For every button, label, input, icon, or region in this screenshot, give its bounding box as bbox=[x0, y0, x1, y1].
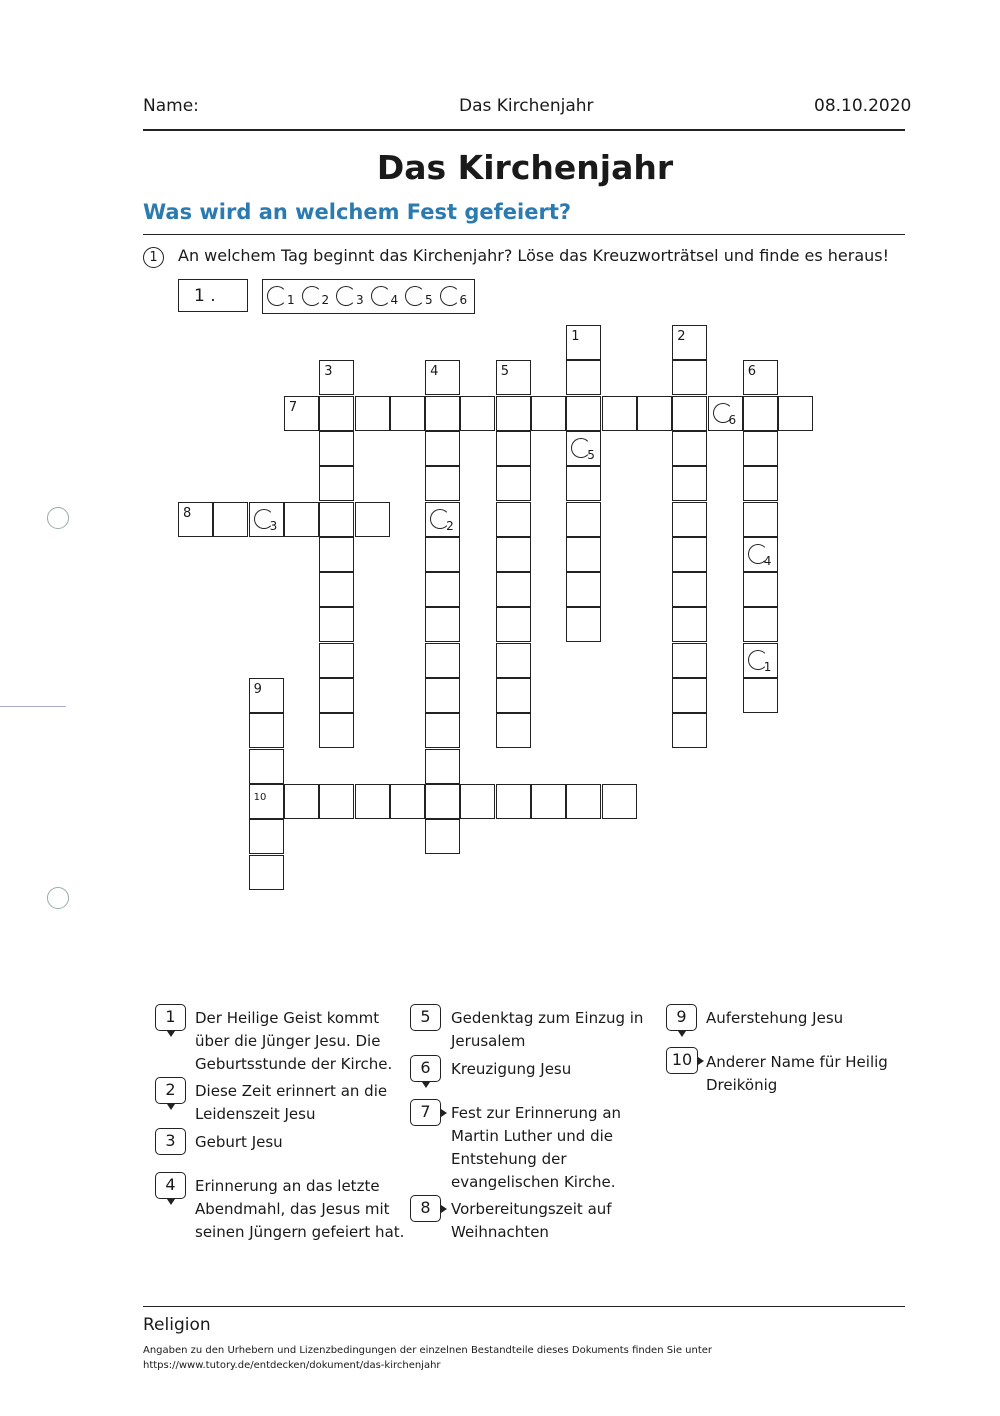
solution-slot-index: 5 bbox=[425, 293, 433, 307]
crossword-cell[interactable] bbox=[425, 713, 460, 748]
clue-number-6: 6 bbox=[747, 364, 757, 380]
solution-mark-index: 4 bbox=[763, 553, 772, 568]
crossword-cell[interactable] bbox=[425, 819, 460, 854]
task-text: An welchem Tag beginnt das Kirchenjahr? Löse das Kreuzworträtsel und finde es heraus! bbox=[178, 246, 890, 265]
solution-slot-index: 4 bbox=[390, 293, 399, 307]
solution-slot-circle bbox=[440, 286, 460, 306]
crossword-cell[interactable] bbox=[672, 360, 707, 395]
crossword-cell[interactable] bbox=[249, 678, 284, 713]
crossword-cell[interactable] bbox=[743, 607, 778, 642]
crossword-cell[interactable] bbox=[743, 537, 778, 572]
crossword-cell[interactable] bbox=[708, 396, 743, 431]
solution-slot-index: 3 bbox=[356, 293, 364, 307]
clue-text-10: Anderer Name für Heilig Dreikönig bbox=[706, 1053, 888, 1094]
solution-mark-index: 3 bbox=[269, 518, 278, 533]
crossword-cell[interactable] bbox=[743, 572, 778, 607]
crossword-cell[interactable] bbox=[743, 360, 778, 395]
crossword-cell[interactable] bbox=[566, 607, 601, 642]
clue-badge-9: 9 bbox=[666, 1004, 697, 1031]
crossword-cell[interactable] bbox=[319, 572, 354, 607]
solution-slot-circle bbox=[336, 286, 356, 306]
solution-mark-index: 2 bbox=[446, 518, 454, 533]
clue-number-8: 8 bbox=[183, 505, 192, 521]
section-subtitle: Was wird an welchem Fest gefeiert? bbox=[143, 200, 572, 224]
crossword-cell[interactable] bbox=[355, 502, 390, 537]
footer-link[interactable]: https://www.tutory.de/entdecken/dokument/das-kirchenjahr bbox=[143, 1360, 441, 1371]
clue-badge-3: 3 bbox=[155, 1128, 186, 1155]
crossword-cell[interactable] bbox=[319, 431, 354, 466]
crossword-cell[interactable] bbox=[496, 537, 531, 572]
punch-hole-top bbox=[47, 507, 69, 529]
crossword-cell[interactable] bbox=[566, 396, 601, 431]
clue-text-1: Der Heilige Geist kommt über die Jünger Jesu. Die Geburtsstunde der Kirche. bbox=[195, 1009, 393, 1073]
task-number: 1 bbox=[143, 247, 164, 268]
solution-word-box[interactable] bbox=[262, 279, 475, 314]
crossword-cell[interactable] bbox=[566, 784, 601, 819]
crossword-cell[interactable] bbox=[496, 607, 531, 642]
solution-slot-index: 1 bbox=[287, 293, 295, 307]
crossword-cell[interactable] bbox=[319, 713, 354, 748]
crossword-cell[interactable] bbox=[249, 502, 284, 537]
crossword-cell[interactable] bbox=[178, 502, 213, 537]
crossword-cell[interactable] bbox=[496, 431, 531, 466]
crossword-cell[interactable] bbox=[496, 713, 531, 748]
crossword-cell[interactable] bbox=[425, 466, 460, 501]
crossword-cell[interactable] bbox=[319, 678, 354, 713]
crossword-cell[interactable] bbox=[496, 643, 531, 678]
crossword-cell[interactable] bbox=[566, 502, 601, 537]
footer-subject: Religion bbox=[143, 1315, 211, 1335]
crossword-cell[interactable] bbox=[743, 643, 778, 678]
crossword-cell[interactable] bbox=[743, 396, 778, 431]
crossword-cell[interactable] bbox=[496, 678, 531, 713]
header-title: Das Kirchenjahr bbox=[459, 96, 594, 116]
crossword-cell[interactable] bbox=[319, 643, 354, 678]
crossword-cell[interactable] bbox=[531, 396, 566, 431]
crossword-cell[interactable] bbox=[425, 749, 460, 784]
crossword-cell[interactable] bbox=[496, 572, 531, 607]
crossword-cell[interactable] bbox=[319, 537, 354, 572]
clue-text-4: Erinnerung an das letzte Abendmahl, das Jesus mit seinen Jüngern gefeiert hat. bbox=[195, 1177, 405, 1241]
crossword-cell[interactable] bbox=[743, 466, 778, 501]
crossword-cell[interactable] bbox=[390, 396, 425, 431]
crossword-cell[interactable] bbox=[284, 784, 319, 819]
solution-slot-index: 6 bbox=[459, 293, 468, 307]
crossword-cell[interactable] bbox=[672, 537, 707, 572]
crossword-cell[interactable] bbox=[672, 678, 707, 713]
crossword-cell[interactable] bbox=[425, 678, 460, 713]
solution-mark-index: 1 bbox=[763, 659, 772, 674]
crossword-cell[interactable] bbox=[319, 502, 354, 537]
header-date: 08.10.2020 bbox=[814, 96, 912, 116]
answer-prefix: 1 . bbox=[194, 286, 216, 306]
footer-note: Angaben zu den Urhebern und Lizenzbedingungen der einzelnen Bestandteile dieses Dokuments finden Sie unter bbox=[143, 1345, 713, 1356]
solution-slot-index: 2 bbox=[321, 293, 330, 307]
crossword-cell[interactable] bbox=[319, 360, 354, 395]
clue-badge-7: 7 bbox=[410, 1099, 441, 1126]
crossword-cell[interactable] bbox=[672, 502, 707, 537]
crossword-cell[interactable] bbox=[213, 502, 248, 537]
crossword-cell[interactable] bbox=[425, 502, 460, 537]
crossword-cell[interactable] bbox=[425, 360, 460, 395]
clue-number-7: 7 bbox=[288, 399, 298, 415]
solution-mark-index: 5 bbox=[587, 447, 595, 462]
crossword-cell[interactable] bbox=[284, 396, 319, 431]
subtitle-rule bbox=[143, 234, 905, 235]
crossword-cell[interactable] bbox=[672, 431, 707, 466]
page-title: Das Kirchenjahr bbox=[376, 148, 674, 187]
crossword-cell[interactable] bbox=[566, 537, 601, 572]
crossword-cell[interactable] bbox=[460, 396, 495, 431]
crossword-cell[interactable] bbox=[496, 784, 531, 819]
clue-badge-1: 1 bbox=[155, 1004, 186, 1031]
crossword-cell[interactable] bbox=[284, 502, 319, 537]
footer-rule bbox=[143, 1306, 905, 1307]
clue-number-2: 2 bbox=[677, 329, 686, 344]
header-rule bbox=[143, 129, 905, 131]
crossword-cell[interactable] bbox=[249, 855, 284, 890]
solution-slot-circle bbox=[302, 286, 322, 306]
clue-badge-5: 5 bbox=[410, 1004, 441, 1031]
clue-text-3: Geburt Jesu bbox=[195, 1133, 283, 1151]
crossword-cell[interactable] bbox=[672, 396, 707, 431]
clue-badge-8: 8 bbox=[410, 1195, 441, 1222]
crossword-cell[interactable] bbox=[566, 360, 601, 395]
crossword-cell[interactable] bbox=[637, 396, 672, 431]
crossword-cell[interactable] bbox=[496, 502, 531, 537]
answer-date-box[interactable] bbox=[178, 279, 248, 312]
fold-mark bbox=[0, 706, 66, 707]
clue-number-1: 1 bbox=[571, 329, 580, 344]
crossword-cell[interactable] bbox=[743, 431, 778, 466]
crossword-cell[interactable] bbox=[531, 784, 566, 819]
clue-text-8: Vorbereitungszeit auf Weihnachten bbox=[451, 1200, 612, 1241]
crossword-cell[interactable] bbox=[425, 643, 460, 678]
crossword-cell[interactable] bbox=[319, 396, 354, 431]
crossword-cell[interactable] bbox=[672, 643, 707, 678]
crossword-cell[interactable] bbox=[566, 431, 601, 466]
crossword-cell[interactable] bbox=[566, 325, 601, 360]
clue-text-6: Kreuzigung Jesu bbox=[451, 1060, 572, 1078]
crossword-cell[interactable] bbox=[672, 572, 707, 607]
clue-text-5: Gedenktag zum Einzug in Jerusalem bbox=[451, 1009, 644, 1050]
crossword-cell[interactable] bbox=[743, 678, 778, 713]
crossword-cell[interactable] bbox=[355, 784, 390, 819]
crossword-cell[interactable] bbox=[778, 396, 813, 431]
crossword-cell[interactable] bbox=[672, 607, 707, 642]
crossword-cell[interactable] bbox=[743, 502, 778, 537]
clue-text-7: Fest zur Erinnerung an Martin Luther und die Entstehung der evangelischen Kirche. bbox=[451, 1104, 622, 1191]
crossword-cell[interactable] bbox=[566, 572, 601, 607]
clue-badge-6: 6 bbox=[410, 1055, 441, 1082]
clue-number-4: 4 bbox=[430, 364, 439, 380]
crossword-cell[interactable] bbox=[602, 784, 637, 819]
crossword-cell[interactable] bbox=[672, 325, 707, 360]
crossword-cell[interactable] bbox=[496, 466, 531, 501]
crossword-cell[interactable] bbox=[319, 784, 354, 819]
crossword-cell[interactable] bbox=[249, 749, 284, 784]
crossword-cell[interactable] bbox=[672, 713, 707, 748]
clue-text-2: Diese Zeit erinnert an die Leidenszeit Jesu bbox=[195, 1082, 388, 1123]
solution-slot-circle bbox=[267, 286, 287, 306]
clue-number-3: 3 bbox=[324, 364, 333, 380]
crossword-cell[interactable] bbox=[425, 396, 460, 431]
clue-badge-4: 4 bbox=[155, 1172, 186, 1199]
crossword-cell[interactable] bbox=[425, 537, 460, 572]
solution-slot-circle bbox=[371, 286, 391, 306]
crossword-cell[interactable] bbox=[249, 784, 284, 819]
clue-number-9: 9 bbox=[253, 682, 262, 697]
name-label: Name: bbox=[143, 96, 199, 116]
crossword-cell[interactable] bbox=[425, 607, 460, 642]
crossword-cell[interactable] bbox=[319, 466, 354, 501]
crossword-cell[interactable] bbox=[460, 784, 495, 819]
crossword-cell[interactable] bbox=[355, 396, 390, 431]
crossword-cell[interactable] bbox=[425, 784, 460, 819]
clue-badge-2: 2 bbox=[155, 1077, 186, 1104]
clue-text-9: Auferstehung Jesu bbox=[706, 1009, 844, 1027]
crossword-cell[interactable] bbox=[390, 784, 425, 819]
crossword-cell[interactable] bbox=[249, 713, 284, 748]
crossword-cell[interactable] bbox=[602, 396, 637, 431]
clue-badge-10: 10 bbox=[666, 1047, 698, 1074]
crossword-cell[interactable] bbox=[566, 466, 601, 501]
solution-mark-index: 6 bbox=[728, 412, 737, 427]
crossword-cell[interactable] bbox=[249, 819, 284, 854]
punch-hole-bottom bbox=[47, 887, 69, 909]
crossword-cell[interactable] bbox=[425, 572, 460, 607]
clue-number-10: 10 bbox=[253, 791, 267, 803]
crossword-cell[interactable] bbox=[496, 360, 531, 395]
clue-number-5: 5 bbox=[500, 364, 509, 380]
solution-slot-circle bbox=[405, 286, 425, 306]
crossword-cell[interactable] bbox=[425, 431, 460, 466]
crossword-cell[interactable] bbox=[672, 466, 707, 501]
crossword-cell[interactable] bbox=[319, 607, 354, 642]
crossword-cell[interactable] bbox=[496, 396, 531, 431]
